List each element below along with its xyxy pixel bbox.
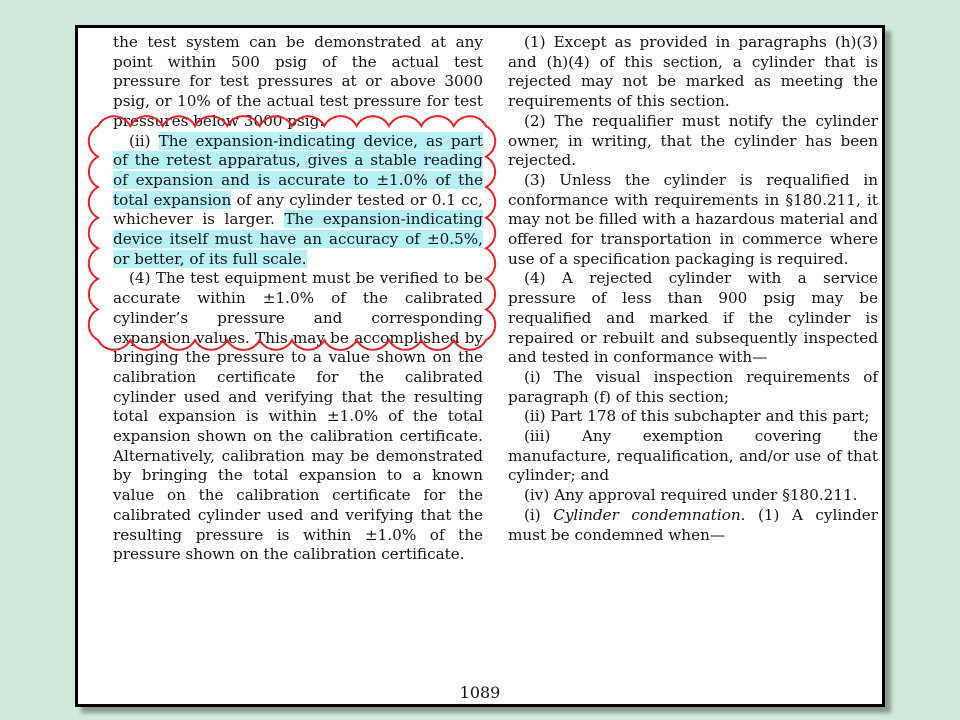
highlighted-text: The expansion-indicating device itself must have an accuracy of ±0.5%, or better, of its full scale. [113,210,483,268]
paragraph-expansion-device [113,132,483,270]
paragraph-prefix: (ii) [129,131,159,150]
right-column [508,33,878,545]
paragraph: (4) The test equipment must be verified to be accurate within ±1.0% of the calibrated cylinder’s pressure and corresponding expansion values. This may be accomplished by bringing the pressure to a value shown on the calibration certificate for the calibrated cylinder used and verifying that the resulting total expansion is within ±1.0% of the total expansion shown on the calibration certificate. Alternatively, calibration may be demonstrated by bringing the total expansion to a known value on the calibration certificate for the calibrated cylinder used and verifying that the resulting pressure is within ±1.0% of the pressure shown on the calibration certificate. [113,269,483,564]
italic-heading: Cylinder condemnation [553,505,741,524]
paragraph: (iv) Any approval required under §180.211. [524,486,858,505]
paragraph-cylinder-condemnation [508,506,878,545]
paragraph: (iii) Any exemption covering the manufacture, requalification, and/or use of that cylinder; and [508,427,878,485]
left-column [113,33,483,565]
paragraph: the test system can be demonstrated at any point within 500 psig of the actual test pressure for test pressures at or above 3000 psig, or 10% of the actual test pressure for test pressures below 3000 psig. [113,33,483,130]
paragraph: (i) The visual inspection requirements of paragraph (f) of this section; [508,367,878,406]
document-page [75,25,885,707]
paragraph: (ii) Part 178 of this subchapter and this part; [524,407,870,426]
paragraph: (2) The requalifier must notify the cylinder owner, in writing, that the cylinder has been rejected. [508,111,878,170]
highlighted-text: The expansion-indicating device, as part of the retest apparatus, gives a stable reading of expansion and is accurate to ±1.0% of the total expansion [113,131,483,209]
page-number: 1089 [459,683,501,702]
paragraph: (3) Unless the cylinder is requalified in conformance with requirements in §180.211, it may not be filled with a hazardous material and offered for transportation in commerce where use of a specification packaging is required. [508,170,878,268]
paragraph-text: of any cylinder tested or 0.1 cc, whichever is larger. [113,190,484,229]
paragraph: (1) Except as provided in paragraphs (h)(3) and (h)(4) of this section, a cylinder that is rejected may not be marked as meeting the requirements of this section. [508,33,878,111]
paragraph-text: . (1) A cylinder must be condemned when— [508,505,878,544]
paragraph: (4) A rejected cylinder with a service pressure of less than 900 psig may be requalified and marked if the cylinder is repaired or rebuilt and subsequently inspected and tested in conformance with— [508,269,878,367]
paragraph-prefix: (i) [524,505,554,524]
